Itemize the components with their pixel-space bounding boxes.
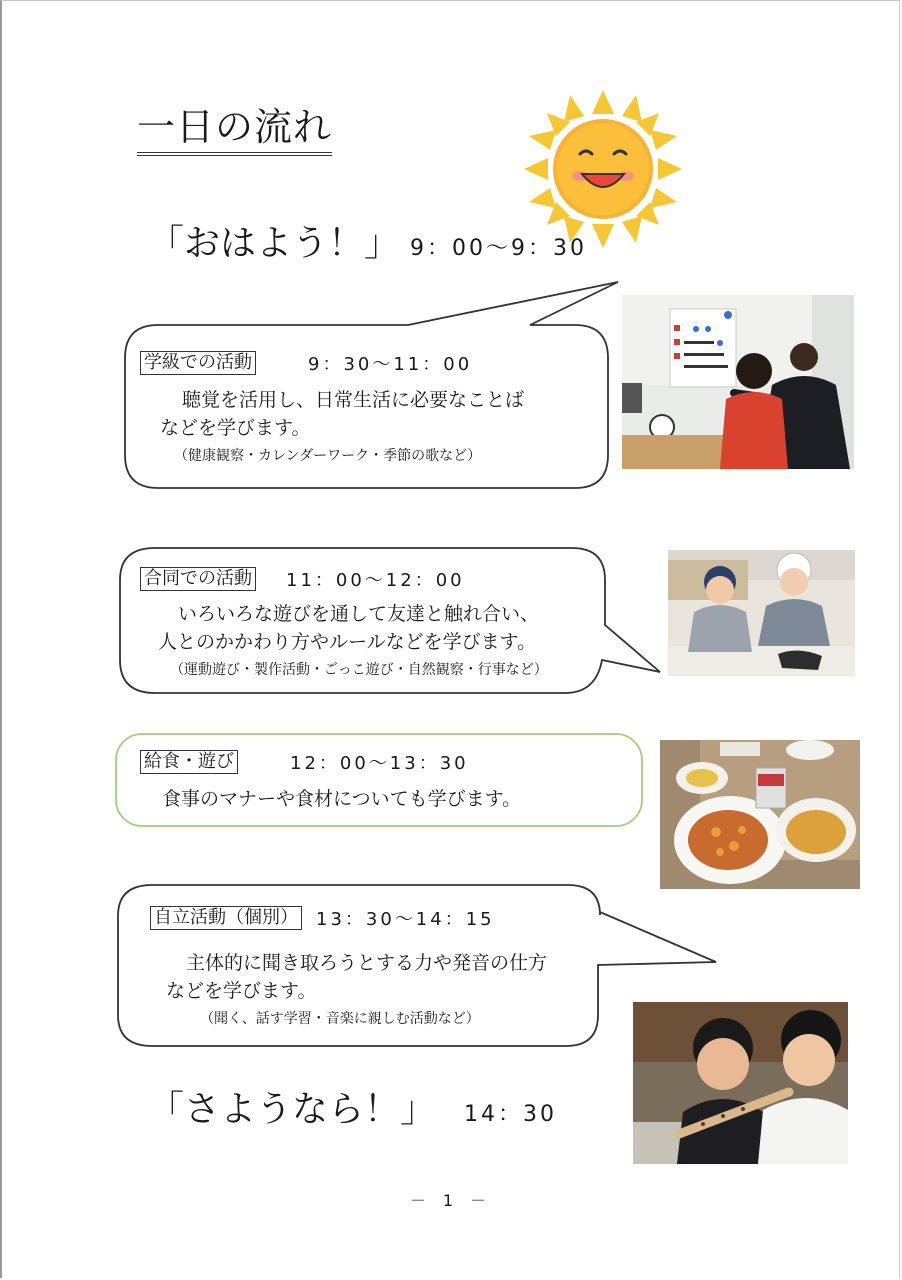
page-number: － 1 － bbox=[409, 1191, 493, 1210]
activity-joint bbox=[140, 566, 548, 681]
activity-desc-line: いろいろな遊びを通して友達と触れ合い、 bbox=[178, 603, 540, 625]
activity-note: （健康観察・カレンダーワーク・季節の歌など） bbox=[174, 448, 482, 464]
page-title: 一日の流れ bbox=[137, 104, 332, 156]
activity-name: 自立活動（個別） bbox=[150, 906, 302, 930]
greeting-good-morning bbox=[148, 222, 587, 271]
activity-desc-line: 人とのかかわり方やルールなどを学びます。 bbox=[158, 631, 537, 653]
greeting-time: 9：00～9：30 bbox=[410, 236, 587, 261]
activity-desc-line: などを学びます。 bbox=[166, 980, 317, 1002]
activity-name: 給食・遊び bbox=[140, 750, 238, 774]
activity-desc-line: などを学びます。 bbox=[160, 417, 311, 439]
activity-name: 合同での活動 bbox=[140, 567, 256, 591]
activity-time: 13：30～14：15 bbox=[316, 909, 495, 930]
greeting-text: 「さようなら！」 bbox=[148, 1089, 437, 1130]
activity-class bbox=[140, 350, 524, 467]
activity-desc-line: 主体的に聞き取ろうとする力や発音の仕方 bbox=[186, 952, 548, 974]
photo-school-lunch bbox=[660, 740, 860, 889]
activity-time: 11：00～12：00 bbox=[286, 570, 465, 591]
activity-lunch bbox=[140, 749, 521, 813]
greeting-goodbye bbox=[148, 1088, 557, 1137]
greeting-text: 「おはよう！」 bbox=[148, 223, 401, 264]
photo-children-playing bbox=[668, 550, 855, 676]
activity-note: （聞く、話す学習・音楽に親しむ活動など） bbox=[200, 1011, 480, 1027]
activity-desc-line: 聴覚を活用し、日常生活に必要なことば bbox=[182, 389, 525, 411]
activity-independent bbox=[150, 905, 547, 1030]
photo-classroom-calendar bbox=[622, 295, 854, 469]
photo-children-music bbox=[633, 1002, 848, 1164]
activity-time: 12：00～13：30 bbox=[290, 753, 469, 774]
activity-name: 学級での活動 bbox=[140, 351, 256, 375]
activity-time: 9：30～11：00 bbox=[308, 354, 473, 375]
activity-desc-line: 食事のマナーや食材についても学びます。 bbox=[162, 788, 522, 810]
activity-note: （運動遊び・製作活動・ごっこ遊び・自然観察・行事など） bbox=[170, 662, 548, 678]
greeting-time: 14：30 bbox=[464, 1102, 558, 1127]
